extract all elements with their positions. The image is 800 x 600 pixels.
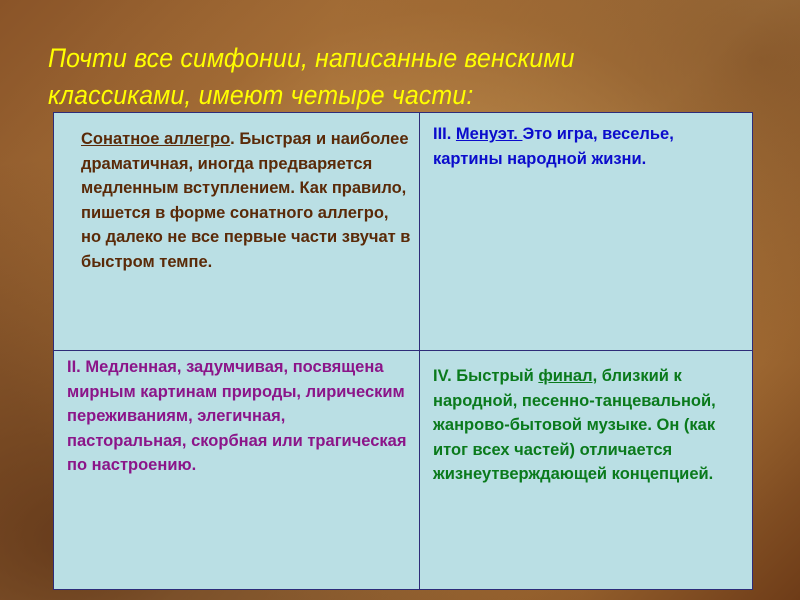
part-3-description: Это игра, веселье, картины народной жизни. [433, 125, 674, 168]
slide-title: Почти все симфонии, написанные венскими классиками, имеют четыре части: [48, 43, 575, 110]
term-minuet: Менуэт. [455, 125, 523, 143]
term-finale: финал, [538, 367, 598, 385]
row-divider [54, 350, 752, 351]
cell-part-1 [81, 127, 411, 274]
cell-part-2 [67, 355, 407, 478]
part-1-description: . Быстрая и наиболее драматичная, иногда предваряется медленным вступлением. Как правило, пишется в форме сонатного аллегро, но далеко не все первые части звучат в быстром темпе. [81, 130, 411, 271]
column-divider [419, 113, 420, 589]
cell-part-4 [433, 364, 743, 487]
part-2-description: II. Медленная, задумчивая, посвящена мирным картинам природы, лирическим переживаниям, элегичная, пасторальная, скорбная или трагическая по настроению. [67, 358, 407, 474]
cell-part-3 [433, 122, 743, 171]
part-4-number: IV. Быстрый [433, 367, 539, 385]
symphony-parts-table [53, 112, 753, 590]
term-sonata-allegro: Сонатное аллегро [81, 130, 231, 148]
part-4-description: близкий к народной, песенно-танцевальной, жанрово-бытовой музыке. Он (как итог всех частей) отличается жизнеутверждающей концепцией. [433, 367, 716, 483]
part-3-number: III. [433, 125, 456, 143]
